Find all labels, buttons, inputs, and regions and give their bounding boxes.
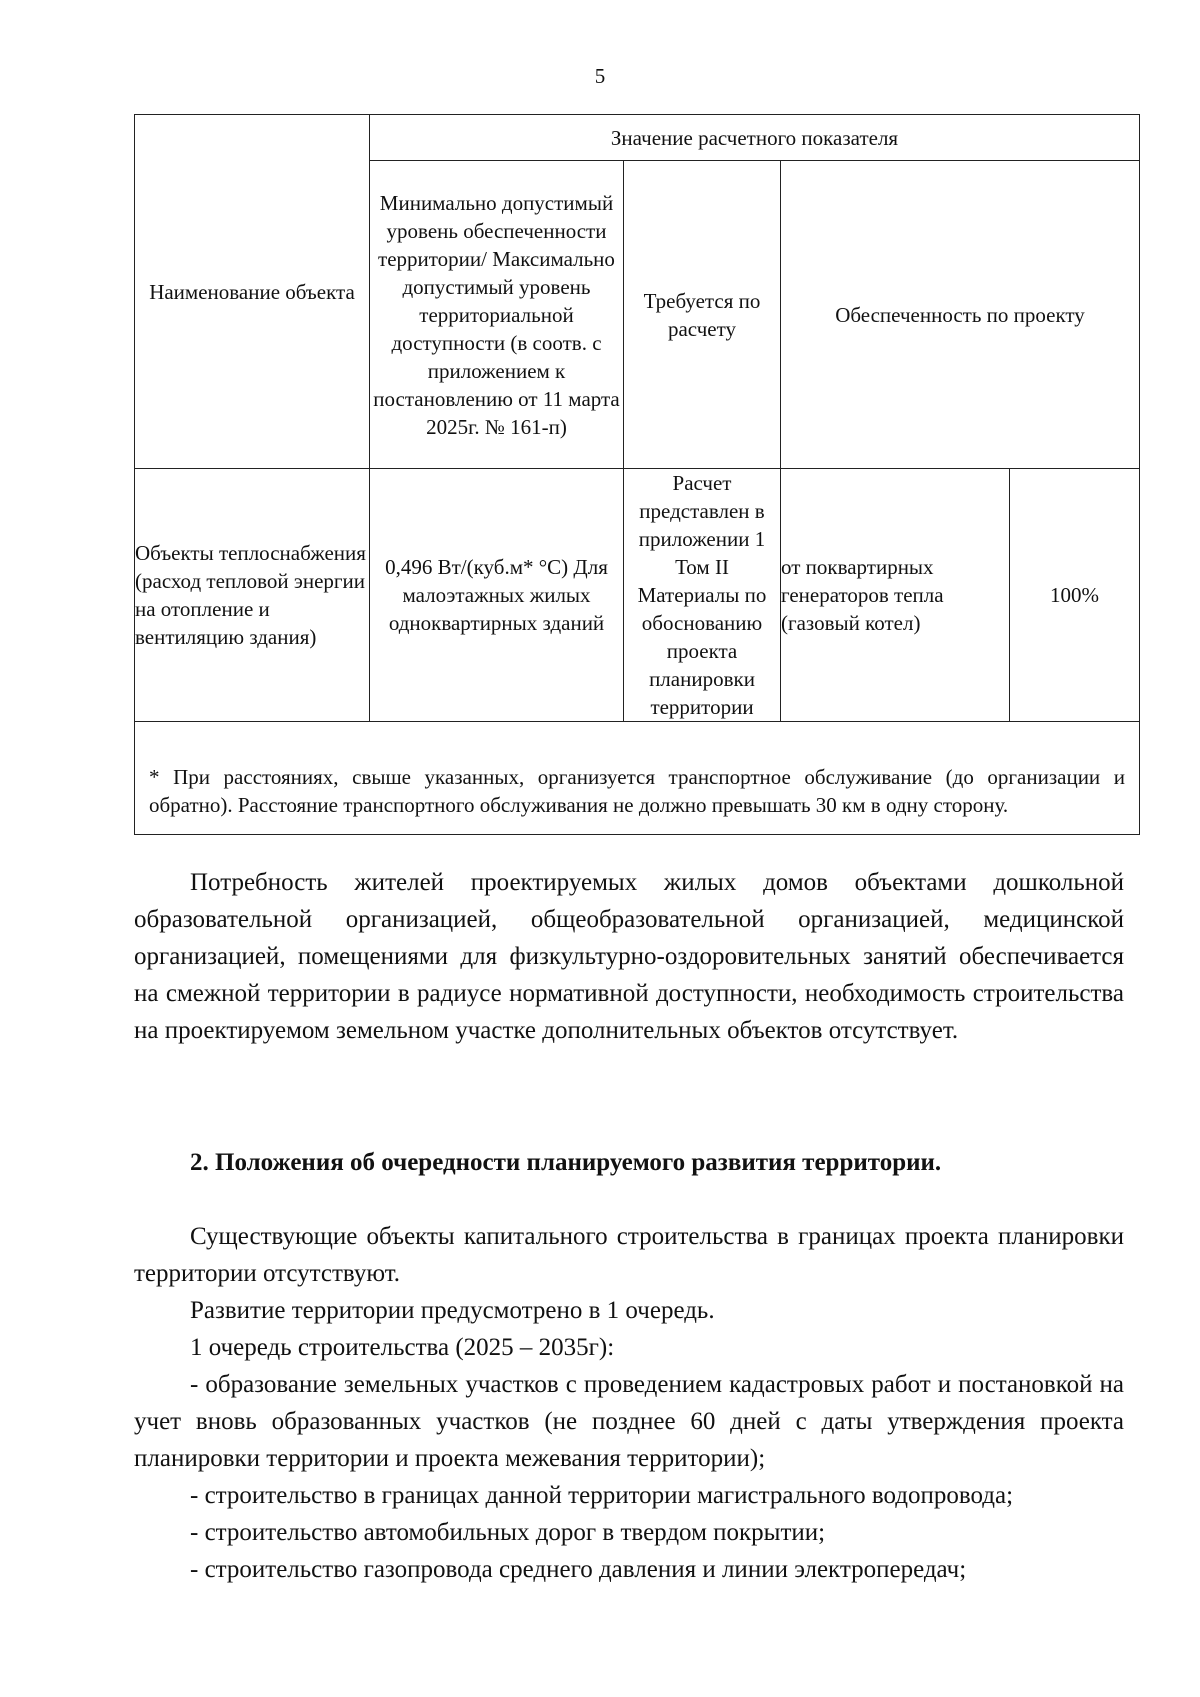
cell-min-level: 0,496 Вт/(куб.м* °С) Для малоэтажных жилых одноквартирных зданий — [370, 469, 624, 722]
cell-provided-source: от поквартирных генераторов тепла (газовый котел) — [781, 469, 1010, 722]
cell-object-name: Объекты теплоснабжения (расход тепловой энергии на отопление и вентиляцию здания) — [135, 469, 370, 722]
list-item-land-plots: - образование земельных участков с проведением кадастровых работ и постановкой на учет вновь образованных участков (не позднее 60 дней с даты утверждения проекта планировки территории и проекта межевания территории); — [134, 1371, 1124, 1472]
line-construction-period: 1 очередь строительства (2025 – 2035г): — [190, 1334, 615, 1361]
section-heading: 2. Положения об очередности планируемого развития территории. — [190, 1149, 942, 1176]
header-indicator-group: Значение расчетного показателя — [370, 115, 1140, 161]
cell-provided-percent: 100% — [1010, 469, 1140, 722]
line-development-stage: Развитие территории предусмотрено в 1 очередь. — [190, 1297, 715, 1324]
list-item-roads: - строительство автомобильных дорог в твердом покрытии; — [190, 1519, 826, 1546]
list-item-water-pipeline: - строительство в границах данной территории магистрального водопровода; — [190, 1482, 1014, 1509]
paragraph-existing-objects: Существующие объекты капитального строительства в границах проекта планировки территории отсутствуют. — [134, 1223, 1124, 1287]
header-min-level: Минимально допустимый уровень обеспеченности территории/ Максимально допустимый уровень территориальной доступности (в соотв. с приложением к постановлению от 11 марта 2025г. № 161-п) — [370, 161, 624, 469]
header-provided: Обеспеченность по проекту — [781, 161, 1140, 469]
table-row — [135, 469, 1140, 722]
table-footnote — [135, 722, 1140, 835]
norms-table — [134, 114, 1140, 835]
list-item-gas-power: - строительство газопровода среднего давления и линии электропередач; — [190, 1556, 967, 1583]
paragraph-needs: Потребность жителей проектируемых жилых домов объектами дошкольной образовательной организацией, общеобразовательной организацией, медицинской организацией, помещениями для физкультурно-оздоровительных занятий обеспечивается на смежной территории в радиусе нормативной доступности, необходимость строительства на проектируемом земельном участке дополнительных объектов отсутствует. — [134, 869, 1124, 1044]
footnote-text: * При расстояниях, свыше указанных, организуется транспортное обслуживание (до организации и обратно). Расстояние транспортного обслуживания не должно превышать 30 км в одну сторону. — [149, 765, 1125, 817]
header-required: Требуется по расчету — [624, 161, 781, 469]
header-object-name: Наименование объекта — [135, 115, 370, 469]
cell-required: Расчет представлен в приложении 1 Том II Материалы по обоснованию проекта планировки территории — [624, 469, 781, 722]
page-number: 5 — [594, 64, 606, 88]
